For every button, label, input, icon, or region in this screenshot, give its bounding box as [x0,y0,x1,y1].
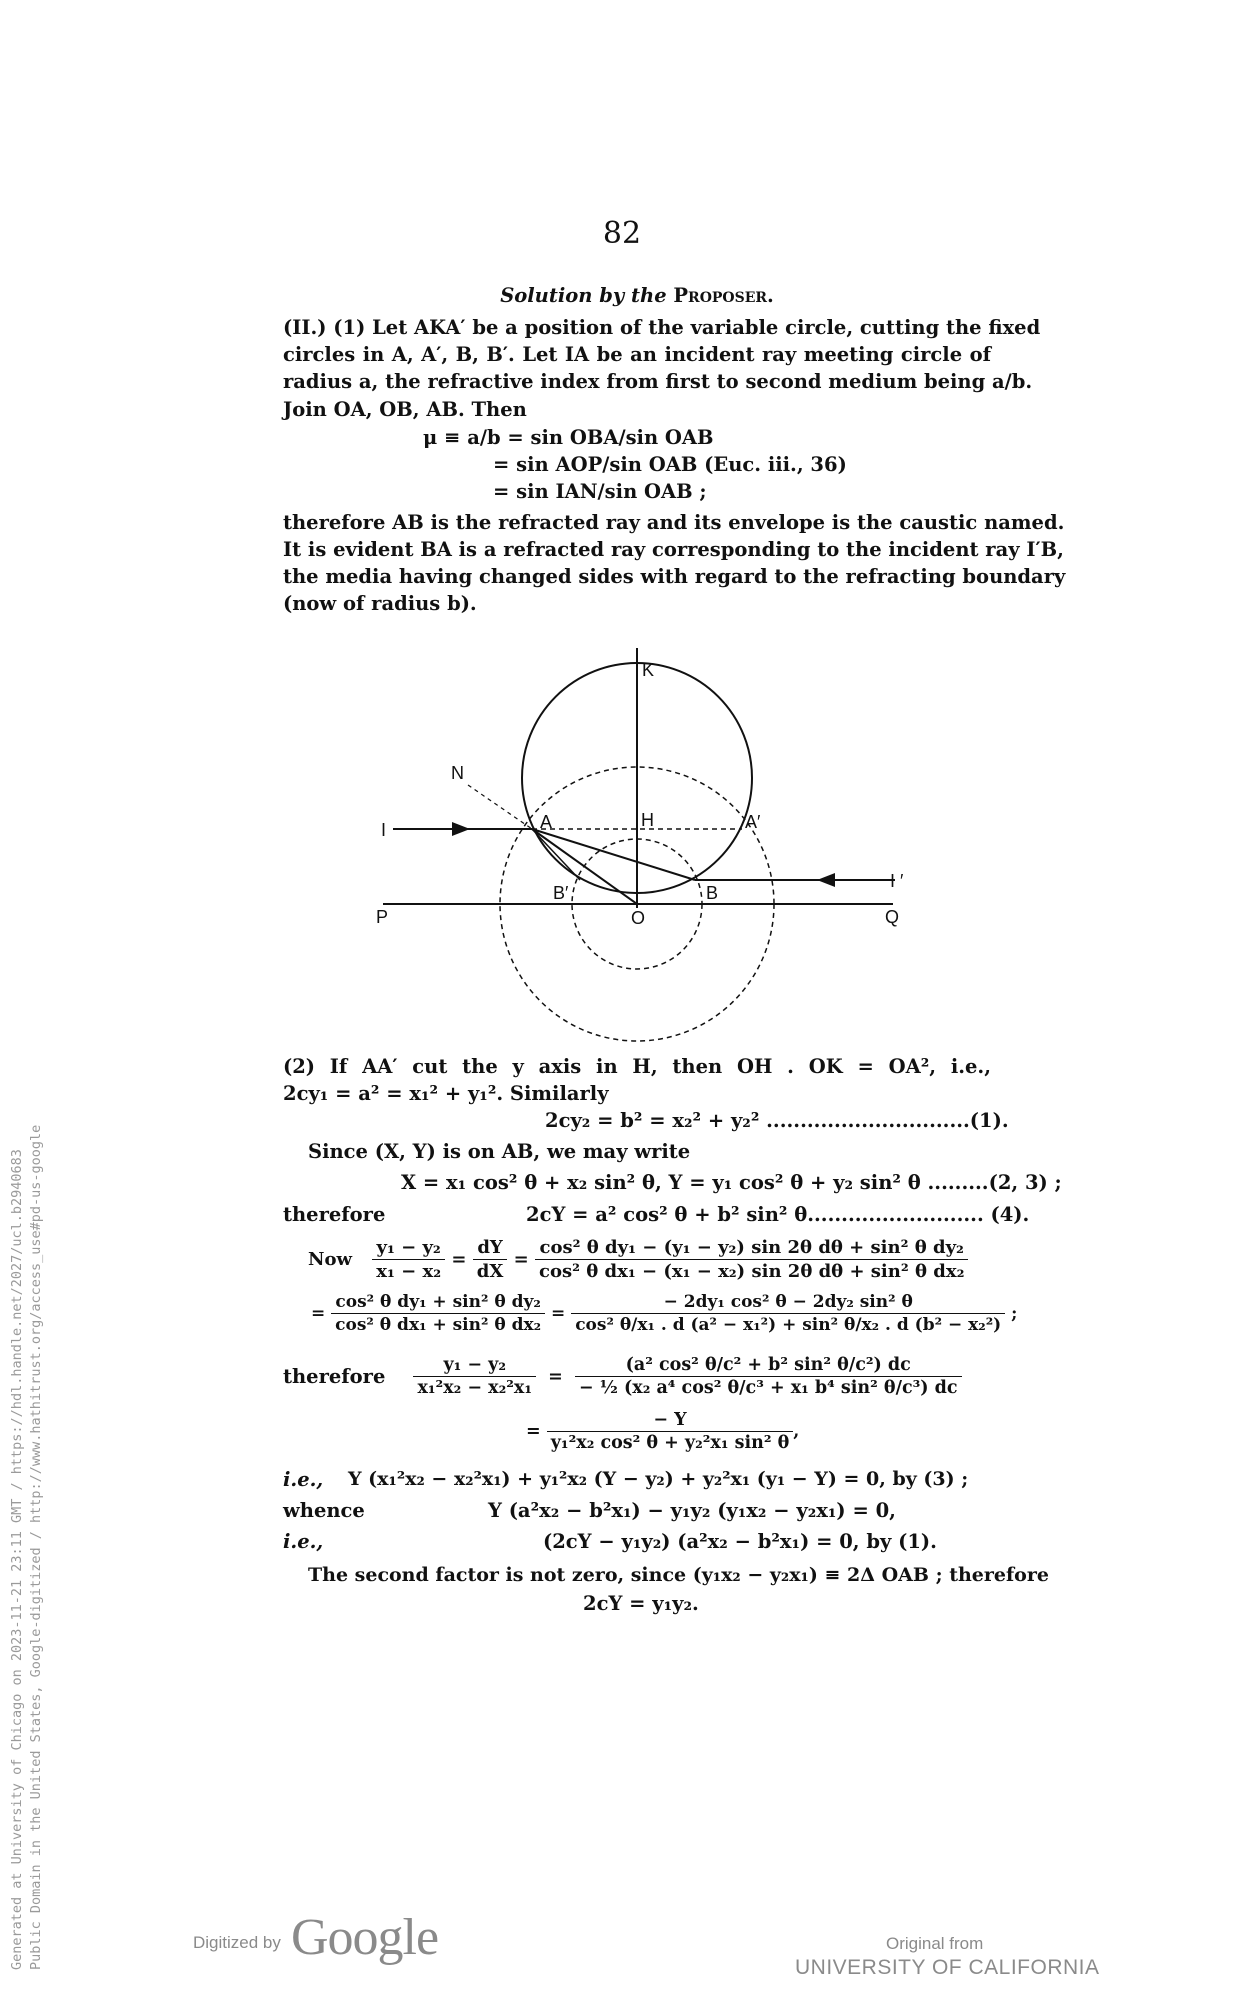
part2-line-5: X = x₁ cos² θ + x₂ sin² θ, Y = y₁ cos² θ + y₂ sin² θ .........(2, 3) ; [401,1171,1062,1194]
label-P: P [376,907,389,927]
after-mu-line-1: therefore AB is the refracted ray and its envelope is the caustic named. [283,511,1065,534]
label-N: N [451,763,464,783]
therefore-equation-cont: = $\frac{- Y}{\text{y₁²x₂ cos² θ + y₂²x₁ sin² θ}}$ , [526,1410,800,1453]
google-logo: Google [291,1909,439,1966]
original-from-text: Original from [886,1934,984,1953]
therefore-equation: therefore $\frac{\text{y₁ − y₂}}{\text{x₁²x₂ − x₂²x₁}}$ = $\frac{\text{(a² cos² θ/c² + b² sin² θ/c²) dc}}{\text{− ½ (x₂ a⁴ cos² θ/c³ + x₁ b⁴ sin² θ/c³) dc}}$ [283,1355,962,1398]
fraction: $\frac{dY}{dX}$ [473,1237,508,1282]
label-B-prime: B′ [553,883,569,903]
fraction: $\frac{\text{y₁ − y₂}}{\text{x₁ − x₂}}$ [372,1237,445,1282]
ie-label-1: i.e., [283,1468,324,1491]
label-K: K [642,660,655,680]
intro-line-3: radius a, the refractive index from first to second medium being a/b. [283,370,1033,393]
part2-line-1: (2) If AA′ cut the y axis in H, then OH . OK = OA², i.e., [283,1055,991,1078]
final-line-1: Y (x₁²x₂ − x₂²x₁) + y₁²x₂ (Y − y₂) + y₂²x₁ (y₁ − Y) = 0, by (3) ; [348,1468,969,1490]
fraction: $\frac{\text{cos² θ dy₁ − (y₁ − y₂) sin 2θ dθ + sin² θ dy₂}}{\text{cos² θ dx₁ − (x₁ − x₂) sin 2θ dθ + sin² θ dx₂}}$ [535,1237,969,1282]
label-Q: Q [885,907,900,927]
part2-line-6: 2cY = a² cos² θ + b² sin² θ.......................... (4). [526,1203,1030,1226]
digitized-by-text: Digitized by [193,1933,281,1952]
intro-line-4: Join OA, OB, AB. Then [283,398,527,421]
label-O: O [631,908,646,928]
ie-label-2: i.e., [283,1530,324,1553]
mu-line-3: = sin IAN/sin OAB ; [493,480,707,503]
fraction: $\frac{\text{cos² θ dy₁ + sin² θ dy₂}}{\text{cos² θ dx₁ + sin² θ dx₂}}$ [331,1292,545,1335]
whence-label: whence [283,1499,365,1522]
fraction: $\frac{\text{− 2dy₁ cos² θ − 2dy₂ sin² θ}}{\text{cos² θ/x₁ . d (a² − x₁²) + sin² θ/x₂ . d (b² − x₂²)}}$ [571,1292,1005,1335]
after-mu-line-3: the media having changed sides with regard to the refracting boundary [283,565,1066,588]
label-B: B [706,883,719,903]
final-line-2: Y (a²x₂ − b²x₁) − y₁y₂ (y₁x₂ − y₂x₁) = 0, [488,1499,896,1522]
page-number: 82 [602,216,642,251]
now-equation-cont: = $\frac{\text{cos² θ dy₁ + sin² θ dy₂}}{\text{cos² θ dx₁ + sin² θ dx₂}}$ = $\frac{\text{− 2dy₁ cos² θ − 2dy₂ sin² θ}}{\text{cos² θ/x₁ . d (a² − x₁²) + sin² θ/x₂ . d (b² − x₂²)}}$ ; [311,1292,1018,1335]
university-text: UNIVERSITY OF CALIFORNIA [795,1956,1100,1979]
intro-line-2: circles in A, A′, B, B′. Let IA be an incident ray meeting circle of [283,343,991,366]
hathitrust-watermark: Generated at University of Chicago on 2023-11-21 23:11 GMT / https://hdl.handle.net/2027/ucl.b2940683 Public Domain in the United States, Google-digitized / http://www.hathitrust.org/access_use#pd-us-google [9,1124,44,1970]
arrow-right-icon [452,822,470,836]
after-mu-line-4: (now of radius b). [283,592,477,615]
label-I-prime: I ′ [890,871,904,891]
fraction: $\frac{\text{y₁ − y₂}}{\text{x₁²x₂ − x₂²x₁}}$ [413,1355,536,1398]
part2-line-4: Since (X, Y) is on AB, we may write [308,1140,691,1163]
section-heading: Solution by the Proposer. [500,284,774,307]
now-equation: Now $\frac{\text{y₁ − y₂}}{\text{x₁ − x₂}}$ = $\frac{dY}{dX}$ = $\frac{\text{cos² θ dy₁ − (y₁ − y₂) sin 2θ dθ + sin² θ dy₂}}{\text{cos² θ dx₁ − (x₁ − x₂) sin 2θ dθ + sin² θ dx₂}}$ [308,1237,968,1282]
label-H: H [641,810,654,830]
fraction: $\frac{- Y}{\text{y₁²x₂ cos² θ + y₂²x₁ sin² θ}}$ [547,1410,794,1453]
part2-line-3: 2cy₂ = b² = x₂² + y₂² ..............................(1). [545,1109,1009,1132]
label-I: I [381,820,387,840]
mu-line-2: = sin AOP/sin OAB (Euc. iii., 36) [493,453,847,476]
after-mu-line-2: It is evident BA is a refracted ray corresponding to the incident ray I′B, [283,538,1064,561]
final-line-4: The second factor is not zero, since (y₁x₂ − y₂x₁) ≡ 2Δ OAB ; therefore [308,1564,1049,1586]
final-line-3: (2cY − y₁y₂) (a²x₂ − b²x₁) = 0, by (1). [543,1530,937,1553]
caustic-figure [360,640,920,1060]
mu-line-1: μ ≡ a/b = sin OBA/sin OAB [423,426,714,449]
label-A: A [540,812,553,832]
part2-line-2: 2cy₁ = a² = x₁² + y₁². Similarly [283,1082,609,1105]
label-A-prime: A′ [745,812,761,832]
fraction: $\frac{\text{(a² cos² θ/c² + b² sin² θ/c²) dc}}{\text{− ½ (x₂ a⁴ cos² θ/c³ + x₁ b⁴ sin² θ/c³) dc}}$ [575,1355,962,1398]
final-result: 2cY = y₁y₂. [583,1592,699,1615]
intro-line-1: (II.) (1) Let AKA′ be a position of the variable circle, cutting the fixed [283,316,1041,339]
arrow-left-icon [817,873,835,887]
part2-therefore-label: therefore [283,1203,386,1226]
